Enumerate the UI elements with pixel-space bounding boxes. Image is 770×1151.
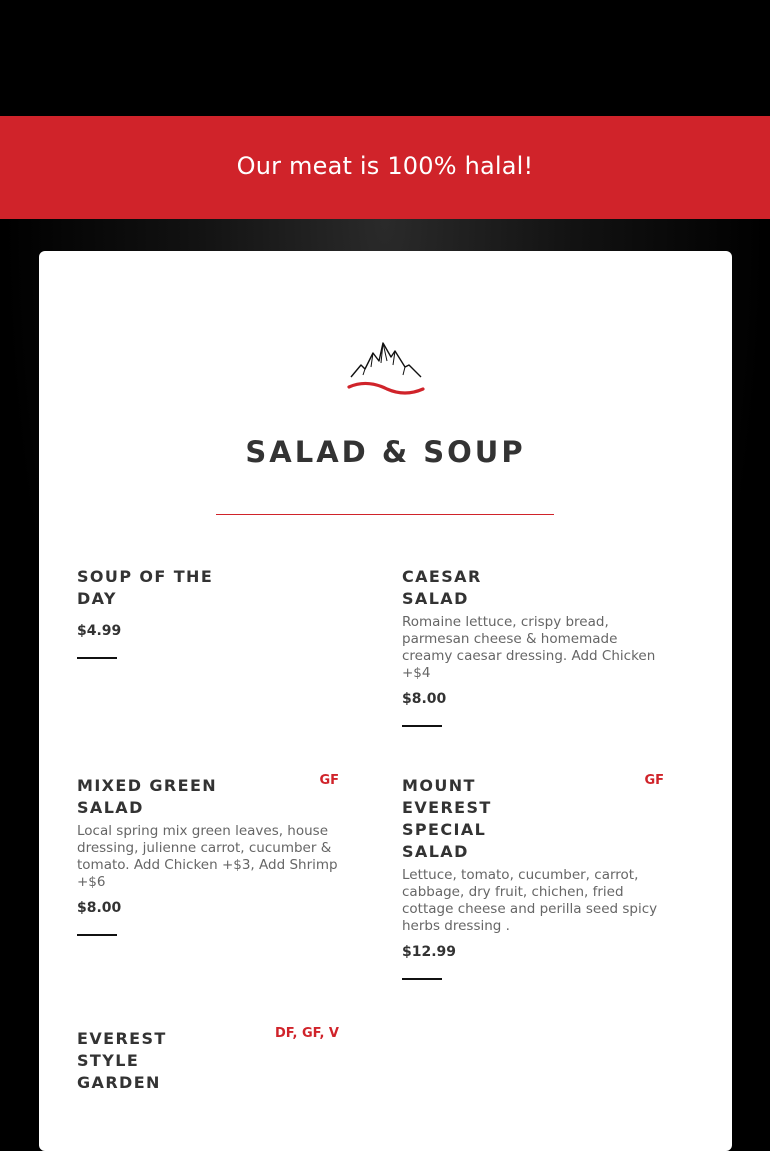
dietary-tag: GF: [319, 773, 339, 788]
item-divider: [402, 725, 442, 727]
item-price: $12.99: [402, 944, 457, 960]
item-price: $8.00: [77, 900, 122, 916]
dietary-tag: DF, GF, V: [274, 1026, 339, 1041]
halal-banner: [0, 116, 770, 219]
mountain-logo-icon: [347, 339, 427, 399]
menu-item: [77, 775, 339, 936]
item-divider: [77, 934, 117, 936]
title-divider: [216, 514, 554, 515]
item-price: $4.99: [77, 623, 122, 639]
item-name: SOUP OF THE DAY: [77, 567, 214, 608]
item-name: MIXED GREEN SALAD: [77, 776, 218, 817]
item-price: $8.00: [402, 691, 447, 707]
menu-item: [402, 566, 664, 727]
menu-card: [39, 251, 732, 1151]
banner-text: Our meat is 100% halal!: [236, 151, 534, 180]
item-name: CAESAR SALAD: [402, 567, 482, 608]
menu-item: [77, 566, 339, 659]
item-name: MOUNT EVEREST SPECIAL SALAD: [402, 776, 492, 861]
item-description: Local spring mix green leaves, house dressing, julienne carrot, cucumber & tomato. Add Chicken +$3, Add Shrimp +$6: [77, 823, 338, 890]
item-divider: [402, 978, 442, 980]
item-divider: [77, 657, 117, 659]
item-name: EVEREST STYLE GARDEN: [77, 1029, 167, 1092]
top-header-bar: [0, 0, 770, 116]
menu-item: [402, 775, 664, 980]
section-title: SALAD & SOUP: [245, 435, 526, 469]
dietary-tag: GF: [644, 773, 664, 788]
item-description: Lettuce, tomato, cucumber, carrot, cabbage, dry fruit, chichen, fried cottage cheese and perilla seed spicy herbs dressing .: [402, 867, 658, 934]
menu-item: [77, 1028, 339, 1094]
item-description: Romaine lettuce, crispy bread, parmesan cheese & homemade creamy caesar dressing. Add Chicken +$4: [402, 614, 656, 681]
